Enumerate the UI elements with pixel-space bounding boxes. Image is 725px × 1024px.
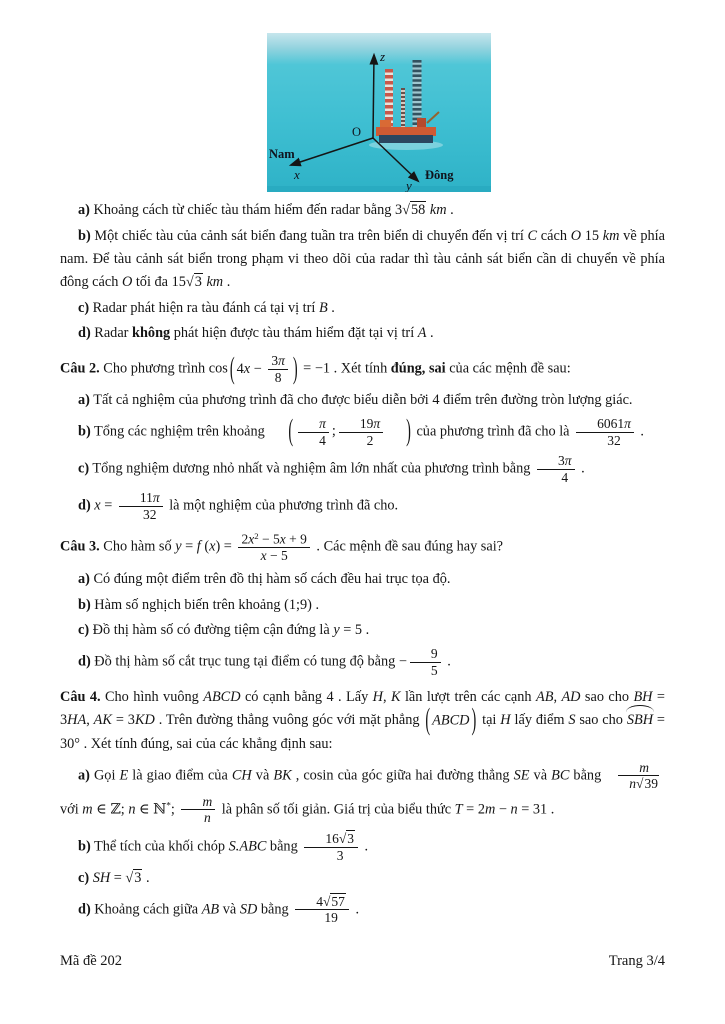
ital-run: x bbox=[248, 531, 255, 547]
text-run: 19 bbox=[324, 910, 338, 926]
axis-z-label: z bbox=[380, 49, 386, 64]
text-run: sao cho bbox=[580, 689, 634, 706]
den-run bbox=[272, 370, 285, 386]
text-run: Radar phát hiện ra tàu đánh cá tại vị trí bbox=[89, 299, 319, 316]
text-run: 58 bbox=[411, 202, 426, 218]
sqrt-run bbox=[402, 201, 426, 218]
q2-heading bbox=[60, 352, 665, 386]
text-run: − 5 bbox=[266, 548, 288, 564]
text-run: = bbox=[110, 870, 126, 887]
text-run: , cosin của góc giữa hai đường thẳng bbox=[291, 767, 514, 784]
bold-run: c) bbox=[78, 870, 90, 887]
text-run: với bbox=[60, 801, 83, 818]
text-run: Radar bbox=[90, 325, 133, 342]
rad-run bbox=[410, 201, 426, 218]
text-run: 9 bbox=[430, 646, 438, 662]
exam-code: Mã đề 202 bbox=[60, 953, 123, 969]
bold-run: d) bbox=[78, 901, 91, 918]
text-run: bằng bbox=[257, 901, 293, 918]
ital-run: x bbox=[279, 531, 286, 547]
ital-run: km bbox=[426, 202, 447, 218]
frac-run bbox=[181, 794, 215, 826]
text-run: của phương trình đã cho là bbox=[412, 423, 574, 440]
frac-run bbox=[298, 416, 329, 448]
bold-run: b) bbox=[78, 227, 91, 244]
rs-run: √ bbox=[323, 893, 331, 909]
q3-heading bbox=[60, 530, 665, 564]
bigp-run: ) bbox=[292, 351, 298, 387]
ital-run: m bbox=[202, 793, 213, 809]
ital-run: π bbox=[624, 416, 631, 432]
text-run: 2 bbox=[366, 432, 374, 448]
ital-run: m bbox=[484, 801, 496, 818]
sea-background bbox=[267, 33, 491, 192]
text-run: 4 bbox=[236, 360, 244, 377]
num-run bbox=[238, 531, 309, 548]
text-run: 4 bbox=[316, 893, 323, 909]
text-run: 4 bbox=[319, 432, 326, 448]
text-run: . bbox=[360, 838, 369, 855]
text-run: . bbox=[223, 273, 231, 290]
ital-run: T bbox=[454, 801, 463, 818]
num-run bbox=[618, 760, 652, 777]
ital-run: x bbox=[94, 497, 101, 514]
text-run: 3 bbox=[271, 353, 279, 369]
text-run: . bbox=[577, 460, 585, 477]
ital-run: n bbox=[629, 776, 637, 792]
sup-run: * bbox=[166, 801, 171, 812]
text-run: Có đúng một điểm trên đồ thị hàm số cách đều hai trục tọa độ. bbox=[89, 570, 451, 587]
bold-run: d) bbox=[78, 325, 91, 342]
text-run: Cho hàm số bbox=[99, 538, 176, 555]
text-run: 3 bbox=[336, 847, 344, 863]
bold-run: c) bbox=[78, 622, 90, 639]
frac-run bbox=[238, 531, 309, 563]
frac-run bbox=[537, 453, 575, 485]
text-run: 2 bbox=[241, 531, 249, 547]
text-run: bằng bbox=[266, 838, 302, 855]
text-run: tối đa 15 bbox=[132, 273, 186, 290]
bigp-run: ( bbox=[288, 414, 294, 450]
text-run: về phía nam. Để tàu cảnh sát biển trong phạm vi theo dõi của radar thì tàu cảnh sát biển cần di chuyển về phía đông cách bbox=[60, 227, 665, 290]
text-run: Gọi bbox=[89, 767, 120, 784]
den-run bbox=[410, 663, 441, 679]
ital-run: SE bbox=[513, 767, 530, 784]
ital-run: π bbox=[373, 416, 381, 432]
text-run: 3 bbox=[558, 453, 565, 469]
text-run: ( bbox=[200, 538, 210, 555]
ital-run: y bbox=[175, 538, 182, 555]
text-run: Thể tích của khối chóp bbox=[90, 838, 229, 855]
text-run: . bbox=[311, 596, 320, 613]
text-run: và bbox=[251, 767, 274, 784]
text-run: phát hiện được tàu thám hiểm đặt tại vị trí bbox=[170, 325, 418, 342]
ital-run: E bbox=[119, 767, 129, 784]
page-footer bbox=[0, 953, 725, 970]
text-run: 39 bbox=[644, 776, 658, 792]
bold-run: b) bbox=[78, 596, 91, 613]
text-run: 3 bbox=[347, 831, 354, 846]
q1-item-c bbox=[60, 297, 665, 320]
rad-run bbox=[643, 775, 659, 791]
text-run: Đồ thị hàm số cắt trục tung tại điểm có tung độ bằng − bbox=[90, 653, 407, 670]
ital-run: BH bbox=[633, 689, 653, 706]
ital-run: ABCD bbox=[203, 689, 241, 706]
text-run: . bbox=[443, 653, 451, 670]
frac-run bbox=[268, 353, 288, 385]
frac-run bbox=[608, 760, 662, 792]
bold-run: a) bbox=[78, 392, 90, 409]
den-run bbox=[586, 433, 624, 449]
ital-run: O bbox=[570, 227, 582, 244]
text-run: ; bbox=[331, 423, 336, 440]
text-run: 5 bbox=[430, 662, 438, 678]
frac-run bbox=[410, 646, 441, 678]
text-run: 15 bbox=[581, 227, 603, 244]
ital-run: K bbox=[390, 689, 401, 706]
num-run bbox=[268, 353, 288, 370]
q1-item-d bbox=[60, 322, 665, 345]
bold-run: d) bbox=[78, 653, 91, 670]
ital-run: C bbox=[527, 227, 538, 244]
bold-run: không bbox=[132, 325, 171, 342]
sqrt-run bbox=[339, 830, 355, 846]
num-run bbox=[410, 646, 441, 663]
sqrt-run bbox=[636, 775, 659, 791]
sup-run: 2 bbox=[254, 531, 259, 542]
text-run: và bbox=[219, 901, 240, 918]
text-run: Khoảng cách giữa bbox=[90, 901, 202, 918]
origin-label: O bbox=[351, 125, 361, 139]
num-run bbox=[181, 794, 215, 811]
ital-run: f bbox=[196, 538, 201, 555]
q2-item-d bbox=[60, 489, 665, 523]
text-run: 16 bbox=[325, 831, 339, 846]
text-run: 4 bbox=[561, 469, 569, 485]
q1-item-a bbox=[60, 199, 665, 222]
num-run bbox=[295, 894, 349, 911]
ital-run: B bbox=[318, 299, 328, 316]
den-run bbox=[303, 910, 341, 926]
ital-run: SH bbox=[92, 870, 111, 887]
text-run: 11 bbox=[139, 490, 153, 506]
text-run: (1;9) bbox=[284, 596, 312, 613]
text-run: Đồ thị hàm số có đường tiệm cận đứng là bbox=[89, 622, 334, 639]
den-run bbox=[183, 810, 214, 826]
bold-run: đúng, sai bbox=[390, 360, 446, 377]
q4-heading bbox=[60, 686, 665, 756]
rad-run bbox=[346, 830, 355, 846]
text-run: . bbox=[351, 901, 360, 918]
text-run: = 3 bbox=[111, 712, 135, 729]
text-run: 3 bbox=[194, 273, 202, 290]
axis-x-label: x bbox=[294, 167, 300, 182]
den-run bbox=[316, 848, 347, 864]
den-run bbox=[258, 548, 291, 564]
frac-run bbox=[339, 416, 383, 448]
text-run: tại bbox=[478, 712, 501, 729]
text-run: = 5 . bbox=[339, 622, 370, 639]
rad-run bbox=[194, 273, 203, 290]
text-run: , bbox=[382, 689, 391, 706]
text-run: , bbox=[553, 689, 562, 706]
east-label: Đông bbox=[425, 168, 454, 182]
pinner-run bbox=[432, 712, 469, 728]
q2-item-c bbox=[60, 452, 665, 486]
q3-item-a bbox=[60, 568, 665, 591]
axis-y-label: y bbox=[406, 178, 412, 192]
ital-run: KD bbox=[134, 712, 155, 729]
ital-run: H bbox=[500, 712, 511, 729]
q1-item-b bbox=[60, 225, 665, 294]
q2-item-b bbox=[60, 415, 665, 449]
text-run: là giao điểm của bbox=[128, 767, 232, 784]
ital-run: AD bbox=[561, 689, 581, 706]
text-run: . bbox=[142, 870, 150, 887]
bold-run: Câu 3. bbox=[60, 538, 100, 555]
text-run: là phân số tối giản. Giá trị của biểu thức bbox=[218, 801, 455, 818]
ital-run: n bbox=[510, 801, 518, 818]
frac-run bbox=[119, 490, 163, 522]
text-run: của các mệnh đề sau: bbox=[445, 360, 571, 377]
text-run: Một chiếc tàu của cảnh sát biển đang tuần tra trên biển di chuyển đến vị trí bbox=[90, 227, 528, 244]
rs-run: √ bbox=[402, 202, 411, 218]
text-run: ) = bbox=[215, 538, 236, 555]
bold-run: Câu 2. bbox=[60, 360, 100, 377]
text-run: = 2 bbox=[462, 801, 485, 818]
frac-run bbox=[576, 416, 634, 448]
q4-item-c bbox=[60, 867, 665, 890]
text-run: có cạnh bằng 4 . Lấy bbox=[240, 689, 373, 706]
rs-run: √ bbox=[636, 776, 644, 792]
ital-run: ABCD bbox=[432, 712, 470, 729]
text-run: Tổng các nghiệm trên khoảng bbox=[90, 423, 269, 440]
ital-run: S bbox=[568, 712, 576, 729]
ital-run: km bbox=[202, 273, 224, 290]
q3-item-b bbox=[60, 594, 665, 617]
bold-run: a) bbox=[78, 202, 90, 218]
text-run: 3 bbox=[134, 870, 142, 887]
text-run: . bbox=[426, 325, 434, 342]
text-run: 19 bbox=[359, 416, 374, 432]
rs-run: √ bbox=[338, 831, 347, 846]
text-run: bằng bbox=[569, 767, 606, 784]
text-run: − bbox=[250, 360, 266, 377]
text-run: = 3 bbox=[60, 689, 665, 729]
south-label: Nam bbox=[269, 147, 295, 161]
text-run: = −1 . Xét tính bbox=[299, 360, 391, 377]
rs-run: √ bbox=[125, 870, 134, 887]
num-run bbox=[576, 416, 634, 433]
text-run: . bbox=[327, 299, 335, 316]
ital-run: AB bbox=[201, 901, 220, 918]
num-run bbox=[298, 416, 329, 433]
q4-item-d bbox=[60, 893, 665, 927]
text-run: 6061 bbox=[597, 416, 625, 432]
num-run bbox=[304, 831, 358, 848]
text-run: + 9 bbox=[285, 531, 307, 547]
ital-run: x bbox=[243, 360, 251, 377]
text-run: 32 bbox=[143, 506, 157, 522]
text-run: ∈ ℕ bbox=[135, 801, 167, 818]
bold-run: d) bbox=[78, 497, 91, 514]
bold-run: b) bbox=[78, 838, 91, 855]
text-run: 8 bbox=[274, 369, 282, 385]
q3-item-d bbox=[60, 645, 665, 679]
text-run: Tổng nghiệm dương nhỏ nhất và nghiệm âm lớn nhất của phương trình bằng bbox=[89, 460, 535, 477]
rs-run: √ bbox=[185, 273, 194, 290]
ital-run: n bbox=[128, 801, 136, 818]
text-run: 57 bbox=[331, 893, 345, 909]
text-run: − 5 bbox=[258, 531, 280, 547]
text-run: Cho phương trình cos bbox=[99, 360, 228, 377]
text-run: ∈ ℤ; bbox=[92, 801, 129, 818]
bold-run: c) bbox=[78, 460, 90, 477]
bold-run: a) bbox=[78, 570, 90, 587]
text-run: Cho hình vuông bbox=[100, 689, 204, 706]
text-run: = bbox=[100, 497, 116, 514]
oil-rig-image bbox=[267, 33, 491, 192]
frac-run bbox=[295, 894, 349, 926]
ital-run: x bbox=[260, 548, 267, 564]
ital-run: n bbox=[203, 810, 211, 826]
text-run: . bbox=[636, 423, 645, 440]
sqrt-run bbox=[186, 273, 203, 290]
ital-run: x bbox=[209, 538, 216, 555]
ital-run: π bbox=[278, 353, 285, 369]
bigp-run: ( bbox=[229, 351, 235, 387]
ital-run: AB bbox=[535, 689, 554, 706]
q4-item-a bbox=[60, 759, 665, 827]
ital-run: SD bbox=[239, 901, 258, 918]
ital-run: H bbox=[372, 689, 383, 706]
bold-run: b) bbox=[78, 423, 91, 440]
text-run: lần lượt trên các cạnh bbox=[400, 689, 536, 706]
pinner-run bbox=[236, 353, 291, 385]
text-run: = 31 . bbox=[517, 801, 555, 818]
num-run bbox=[119, 490, 163, 507]
pinner-run bbox=[295, 416, 386, 448]
rad-run bbox=[330, 893, 346, 909]
ital-run: m bbox=[639, 759, 649, 775]
bold-run: Câu 4. bbox=[60, 689, 101, 706]
ital-run: BK bbox=[273, 767, 292, 784]
bigp-run: ( bbox=[425, 703, 431, 738]
text-run: và bbox=[529, 767, 552, 784]
den-run bbox=[608, 776, 662, 792]
text-run: Hàm số nghịch biến trên khoảng bbox=[90, 596, 285, 613]
bigp-run: ) bbox=[471, 703, 477, 738]
num-run bbox=[339, 416, 383, 433]
ital-run: AK bbox=[93, 712, 112, 729]
arc-run: SBH bbox=[627, 709, 653, 732]
text-run: . Các mệnh đề sau đúng hay sai? bbox=[312, 538, 504, 555]
ital-run: O bbox=[121, 273, 133, 290]
text-run: là một nghiệm của phương trình đã cho. bbox=[165, 497, 399, 514]
bold-run: a) bbox=[78, 767, 90, 784]
text-run: cách bbox=[537, 227, 571, 244]
ital-run: HA bbox=[67, 712, 87, 729]
q2-item-a bbox=[60, 389, 665, 412]
text-run: , bbox=[86, 712, 94, 729]
text-run: = bbox=[181, 538, 197, 555]
sqrt-run bbox=[125, 869, 142, 886]
ital-run: A bbox=[417, 325, 427, 342]
bold-run: c) bbox=[78, 299, 90, 316]
text-run: sao cho bbox=[575, 712, 627, 729]
q3-item-c bbox=[60, 619, 665, 642]
ital-run: BC bbox=[551, 767, 570, 784]
den-run bbox=[540, 470, 571, 486]
den-run bbox=[346, 433, 377, 449]
sqrt-run bbox=[323, 893, 346, 909]
num-run bbox=[537, 453, 575, 470]
text-run: . Trên đường thẳng vuông góc với mặt phẳng bbox=[154, 712, 424, 729]
text-run: Khoảng cách từ chiếc tàu thám hiểm đến radar bằng 3 bbox=[89, 202, 403, 218]
text-run: . bbox=[446, 202, 454, 218]
text-run: 32 bbox=[607, 432, 621, 448]
den-run bbox=[298, 433, 329, 449]
exam-body bbox=[0, 192, 725, 930]
q4-item-b bbox=[60, 830, 665, 864]
ital-run: π bbox=[319, 416, 326, 432]
text-run: lấy điểm bbox=[510, 712, 569, 729]
text-run: − bbox=[495, 801, 511, 818]
den-run bbox=[122, 507, 160, 523]
radar-figure bbox=[267, 33, 491, 192]
text-run: = 30° . Xét tính đúng, sai của các khẳng định sau: bbox=[60, 712, 665, 753]
text-run: ; bbox=[170, 801, 179, 818]
ital-run: m bbox=[82, 801, 93, 818]
page-number: Trang 3/4 bbox=[608, 953, 665, 969]
ital-run: y bbox=[333, 622, 340, 639]
frac-run bbox=[304, 831, 358, 863]
ital-run: π bbox=[152, 490, 160, 506]
text-run: Tất cả nghiệm của phương trình đã cho được biểu diễn bởi 4 điểm trên đường tròn lượng giác. bbox=[89, 392, 633, 409]
ital-run: S.ABC bbox=[228, 838, 267, 855]
ital-run: π bbox=[564, 453, 572, 469]
ital-run: km bbox=[602, 227, 620, 244]
bigp-run: ) bbox=[406, 414, 411, 450]
ital-run: CH bbox=[231, 767, 252, 784]
